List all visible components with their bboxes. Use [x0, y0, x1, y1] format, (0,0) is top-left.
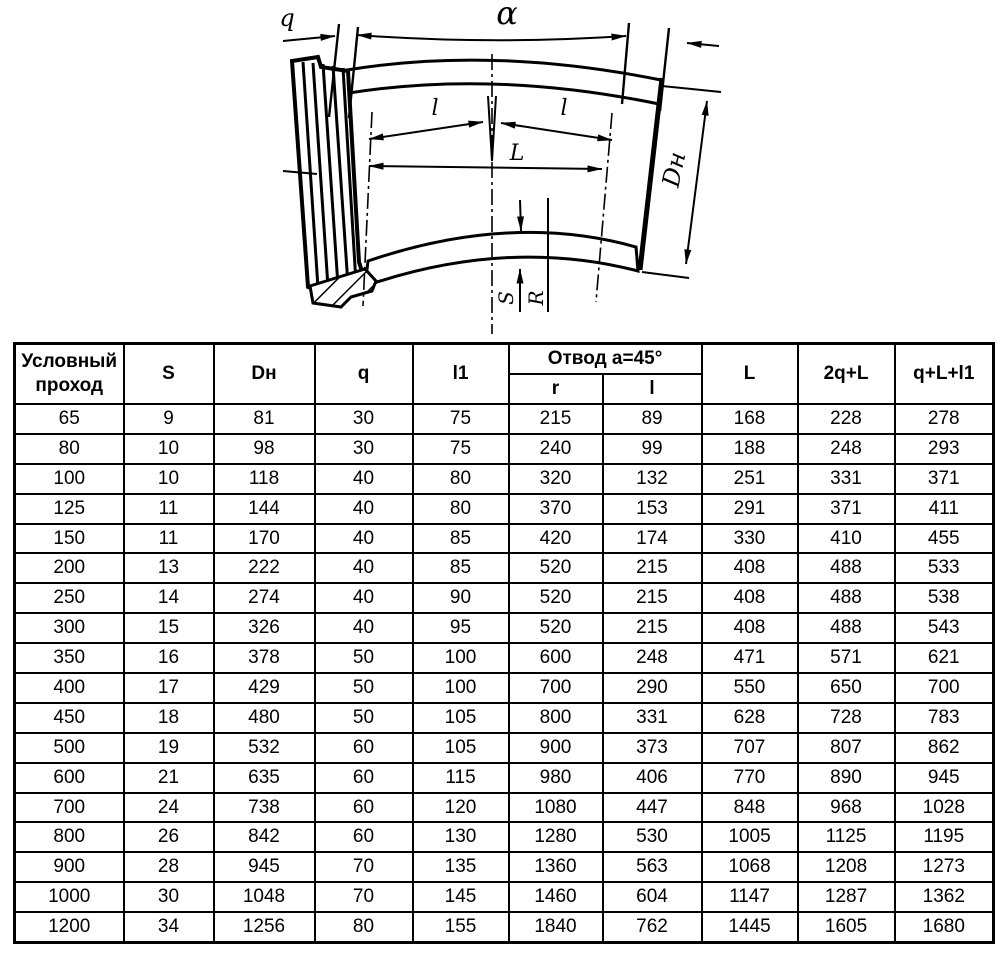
table-cell: 50 — [315, 703, 413, 733]
table-row — [15, 793, 994, 823]
table-cell: 628 — [702, 703, 798, 733]
table-cell: 488 — [798, 553, 895, 583]
table-cell: 228 — [798, 404, 895, 434]
table-row — [15, 673, 994, 703]
table-cell: 532 — [214, 733, 315, 763]
s-label: S — [494, 291, 518, 305]
table-cell: 455 — [895, 524, 994, 554]
table-cell: 533 — [895, 553, 994, 583]
table-cell: 1605 — [798, 912, 895, 942]
table-cell: 450 — [15, 703, 124, 733]
table-row — [15, 494, 994, 524]
table-cell: 98 — [214, 434, 315, 464]
table-cell: 145 — [413, 882, 509, 912]
table-cell: 604 — [603, 882, 702, 912]
table-cell: 326 — [214, 613, 315, 643]
dn-label: Dн — [656, 149, 692, 190]
table-row — [15, 404, 994, 434]
table-cell: 945 — [214, 852, 315, 882]
table-cell: 70 — [315, 882, 413, 912]
table-cell: 14 — [124, 583, 214, 613]
table-cell: 188 — [702, 434, 798, 464]
table-cell: 81 — [214, 404, 315, 434]
table-cell: 10 — [124, 464, 214, 494]
table-cell: 80 — [413, 464, 509, 494]
table-cell: 130 — [413, 822, 509, 852]
table-cell: 291 — [702, 494, 798, 524]
table-cell: 26 — [124, 822, 214, 852]
table-cell: 90 — [413, 583, 509, 613]
table-cell: 378 — [214, 643, 315, 673]
table-cell: 21 — [124, 763, 214, 793]
table-cell: 248 — [798, 434, 895, 464]
table-cell: 95 — [413, 613, 509, 643]
table-cell: 100 — [15, 464, 124, 494]
table-cell: 1048 — [214, 882, 315, 912]
table-cell: 1273 — [895, 852, 994, 882]
table-cell: 550 — [702, 673, 798, 703]
header-l: l — [603, 374, 702, 404]
table-cell: 1840 — [509, 912, 603, 942]
table-cell: 543 — [895, 613, 994, 643]
table-cell: 80 — [315, 912, 413, 942]
table-cell: 520 — [509, 583, 603, 613]
table-cell: 40 — [315, 524, 413, 554]
pipe-top-wall — [347, 60, 661, 104]
table-cell: 293 — [895, 434, 994, 464]
table-cell: 406 — [603, 763, 702, 793]
table-cell: 600 — [15, 763, 124, 793]
table-cell: 15 — [124, 613, 214, 643]
table-cell: 19 — [124, 733, 214, 763]
table-cell: 105 — [413, 703, 509, 733]
header-2q-plus-L: 2q+L — [798, 344, 895, 405]
table-row — [15, 763, 994, 793]
table-cell: 411 — [895, 494, 994, 524]
table-cell: 770 — [702, 763, 798, 793]
table-cell: 75 — [413, 434, 509, 464]
table-cell: 174 — [603, 524, 702, 554]
table-cell: 420 — [509, 524, 603, 554]
table-cell: 40 — [315, 553, 413, 583]
table-cell: 1287 — [798, 882, 895, 912]
table-cell: 115 — [413, 763, 509, 793]
header-bend-group: Отвод a=45° — [509, 344, 702, 375]
alpha-label: α — [496, 0, 518, 32]
table-cell: 30 — [315, 404, 413, 434]
table-cell: 900 — [509, 733, 603, 763]
q-dimension-line — [283, 36, 335, 41]
table-cell: 410 — [798, 524, 895, 554]
q-label: q — [279, 4, 295, 32]
table-row — [15, 643, 994, 673]
table-cell: 538 — [895, 583, 994, 613]
table-cell: 488 — [798, 613, 895, 643]
table-cell: 800 — [509, 703, 603, 733]
table-cell: 80 — [15, 434, 124, 464]
l-right-label: l — [560, 96, 568, 121]
table-cell: 200 — [15, 553, 124, 583]
table-cell: 60 — [315, 763, 413, 793]
table-cell: 563 — [603, 852, 702, 882]
table-cell: 40 — [315, 583, 413, 613]
table-cell: 1068 — [702, 852, 798, 882]
table-cell: 251 — [702, 464, 798, 494]
table-cell: 1125 — [798, 822, 895, 852]
table-cell: 18 — [124, 703, 214, 733]
pipe-body — [283, 57, 662, 307]
table-cell: 60 — [315, 822, 413, 852]
table-cell: 700 — [509, 673, 603, 703]
table-cell: 75 — [413, 404, 509, 434]
table-cell: 30 — [315, 434, 413, 464]
table-cell: 480 — [214, 703, 315, 733]
table-cell: 447 — [603, 793, 702, 823]
s-arrow-down — [520, 200, 521, 231]
table-cell: 125 — [15, 494, 124, 524]
table-body — [15, 404, 994, 943]
table-row — [15, 703, 994, 733]
table-row — [15, 882, 994, 912]
table-cell: 650 — [798, 673, 895, 703]
table-cell: 105 — [413, 733, 509, 763]
table-cell: 400 — [15, 673, 124, 703]
table-cell: 635 — [214, 763, 315, 793]
table-cell: 28 — [124, 852, 214, 882]
table-row — [15, 912, 994, 942]
dn-extension-bottom — [642, 272, 689, 278]
table-cell: 278 — [895, 404, 994, 434]
table-cell: 968 — [798, 793, 895, 823]
table-cell: 900 — [15, 852, 124, 882]
table-cell: 738 — [214, 793, 315, 823]
right-stub-line — [687, 43, 719, 46]
table-cell: 571 — [798, 643, 895, 673]
pipe-bend-diagram — [255, 0, 735, 338]
table-cell: 488 — [798, 583, 895, 613]
table-cell: 155 — [413, 912, 509, 942]
table-cell: 1280 — [509, 822, 603, 852]
table-cell: 370 — [509, 494, 603, 524]
table-cell: 11 — [124, 524, 214, 554]
table-cell: 500 — [15, 733, 124, 763]
table-cell: 215 — [603, 553, 702, 583]
table-cell: 135 — [413, 852, 509, 882]
table-cell: 1680 — [895, 912, 994, 942]
table-cell: 30 — [124, 882, 214, 912]
table-cell: 600 — [509, 643, 603, 673]
table-cell: 1147 — [702, 882, 798, 912]
alpha-dimension-line — [357, 35, 626, 40]
table-cell: 132 — [603, 464, 702, 494]
table-cell: 530 — [603, 822, 702, 852]
header-nominal-bore-line1: Условный — [21, 351, 118, 372]
table-cell: 17 — [124, 673, 214, 703]
table-cell: 170 — [214, 524, 315, 554]
table-cell: 1360 — [509, 852, 603, 882]
header-dn: Dн — [214, 344, 315, 405]
table-cell: 222 — [214, 553, 315, 583]
table-cell: 800 — [15, 822, 124, 852]
table-cell: 40 — [315, 613, 413, 643]
table-cell: 24 — [124, 793, 214, 823]
table-cell: 215 — [603, 583, 702, 613]
table-cell: 707 — [702, 733, 798, 763]
table-cell: 60 — [315, 793, 413, 823]
dn-dimension-line — [686, 101, 707, 264]
table-cell: 150 — [15, 524, 124, 554]
table-cell: 371 — [798, 494, 895, 524]
pipe-bend-drawing — [255, 0, 735, 338]
table-cell: 240 — [509, 434, 603, 464]
table-cell: 34 — [124, 912, 214, 942]
table-cell: 890 — [798, 763, 895, 793]
table-cell: 1080 — [509, 793, 603, 823]
table-cell: 700 — [15, 793, 124, 823]
table-cell: 40 — [315, 464, 413, 494]
table-cell: 842 — [214, 822, 315, 852]
table-cell: 1445 — [702, 912, 798, 942]
l-right-dimension-line — [501, 123, 612, 140]
table-cell: 1028 — [895, 793, 994, 823]
table-cell: 371 — [895, 464, 994, 494]
table-cell: 89 — [603, 404, 702, 434]
center-lines — [363, 54, 612, 334]
header-row-1 — [15, 344, 994, 375]
header-q-plus-L-plus-l1: q+L+l1 — [895, 344, 994, 405]
dn-extension-top — [662, 86, 721, 92]
table-cell: 274 — [214, 583, 315, 613]
table-cell: 215 — [603, 613, 702, 643]
header-l1: l1 — [413, 344, 509, 405]
table-row — [15, 553, 994, 583]
table-row — [15, 583, 994, 613]
table-cell: 762 — [603, 912, 702, 942]
table-cell: 1362 — [895, 882, 994, 912]
table-cell: 520 — [509, 553, 603, 583]
table-cell: 330 — [702, 524, 798, 554]
header-nominal-bore — [15, 344, 124, 405]
table-row — [15, 464, 994, 494]
table-cell: 13 — [124, 553, 214, 583]
table-cell: 118 — [214, 464, 315, 494]
table-cell: 1195 — [895, 822, 994, 852]
table-row — [15, 822, 994, 852]
header-L: L — [702, 344, 798, 405]
table-cell: 65 — [15, 404, 124, 434]
l-left-dimension-line — [369, 122, 483, 139]
table-row — [15, 733, 994, 763]
table-cell: 373 — [603, 733, 702, 763]
table-cell: 120 — [413, 793, 509, 823]
table-cell: 520 — [509, 613, 603, 643]
table-cell: 980 — [509, 763, 603, 793]
table-cell: 783 — [895, 703, 994, 733]
table-cell: 408 — [702, 583, 798, 613]
table-cell: 85 — [413, 524, 509, 554]
pipe-bottom-wall — [365, 232, 638, 286]
table-cell: 1000 — [15, 882, 124, 912]
table-cell: 1460 — [509, 882, 603, 912]
table-row — [15, 434, 994, 464]
table-cell: 621 — [895, 643, 994, 673]
table-cell: 250 — [15, 583, 124, 613]
table-cell: 50 — [315, 643, 413, 673]
table-cell: 1256 — [214, 912, 315, 942]
table-cell: 350 — [15, 643, 124, 673]
table-row — [15, 613, 994, 643]
table-cell: 50 — [315, 673, 413, 703]
header-r: r — [509, 374, 603, 404]
table-cell: 70 — [315, 852, 413, 882]
table-cell: 1005 — [702, 822, 798, 852]
table-cell: 153 — [603, 494, 702, 524]
table-row — [15, 852, 994, 882]
table-cell: 60 — [315, 733, 413, 763]
table-cell: 100 — [413, 643, 509, 673]
table-cell: 100 — [413, 673, 509, 703]
table-cell: 408 — [702, 613, 798, 643]
table-cell: 300 — [15, 613, 124, 643]
table-cell: 168 — [702, 404, 798, 434]
r-label: R — [524, 290, 548, 306]
header-s: S — [124, 344, 214, 405]
L-dimension-line — [369, 166, 602, 169]
table-cell: 408 — [702, 553, 798, 583]
table-cell: 1208 — [798, 852, 895, 882]
table-cell: 862 — [895, 733, 994, 763]
table-cell: 40 — [315, 494, 413, 524]
table-cell: 331 — [603, 703, 702, 733]
table-cell: 144 — [214, 494, 315, 524]
table-header — [15, 344, 994, 405]
table-cell: 331 — [798, 464, 895, 494]
table-cell: 85 — [413, 553, 509, 583]
table-cell: 1200 — [15, 912, 124, 942]
table-cell: 700 — [895, 673, 994, 703]
table-cell: 99 — [603, 434, 702, 464]
table-row — [15, 524, 994, 554]
table-cell: 11 — [124, 494, 214, 524]
dimensions-table — [13, 342, 995, 944]
table-cell: 848 — [702, 793, 798, 823]
l-left-label: l — [431, 96, 439, 121]
table-cell: 248 — [603, 643, 702, 673]
L-label: L — [509, 141, 525, 166]
table-cell: 9 — [124, 404, 214, 434]
table-cell: 80 — [413, 494, 509, 524]
table-cell: 16 — [124, 643, 214, 673]
table-cell: 471 — [702, 643, 798, 673]
table-cell: 10 — [124, 434, 214, 464]
header-q: q — [315, 344, 413, 405]
table-cell: 807 — [798, 733, 895, 763]
table-cell: 215 — [509, 404, 603, 434]
header-nominal-bore-line2: проход — [35, 375, 104, 396]
table-cell: 320 — [509, 464, 603, 494]
table-cell: 429 — [214, 673, 315, 703]
table-cell: 290 — [603, 673, 702, 703]
table-cell: 945 — [895, 763, 994, 793]
table-cell: 728 — [798, 703, 895, 733]
